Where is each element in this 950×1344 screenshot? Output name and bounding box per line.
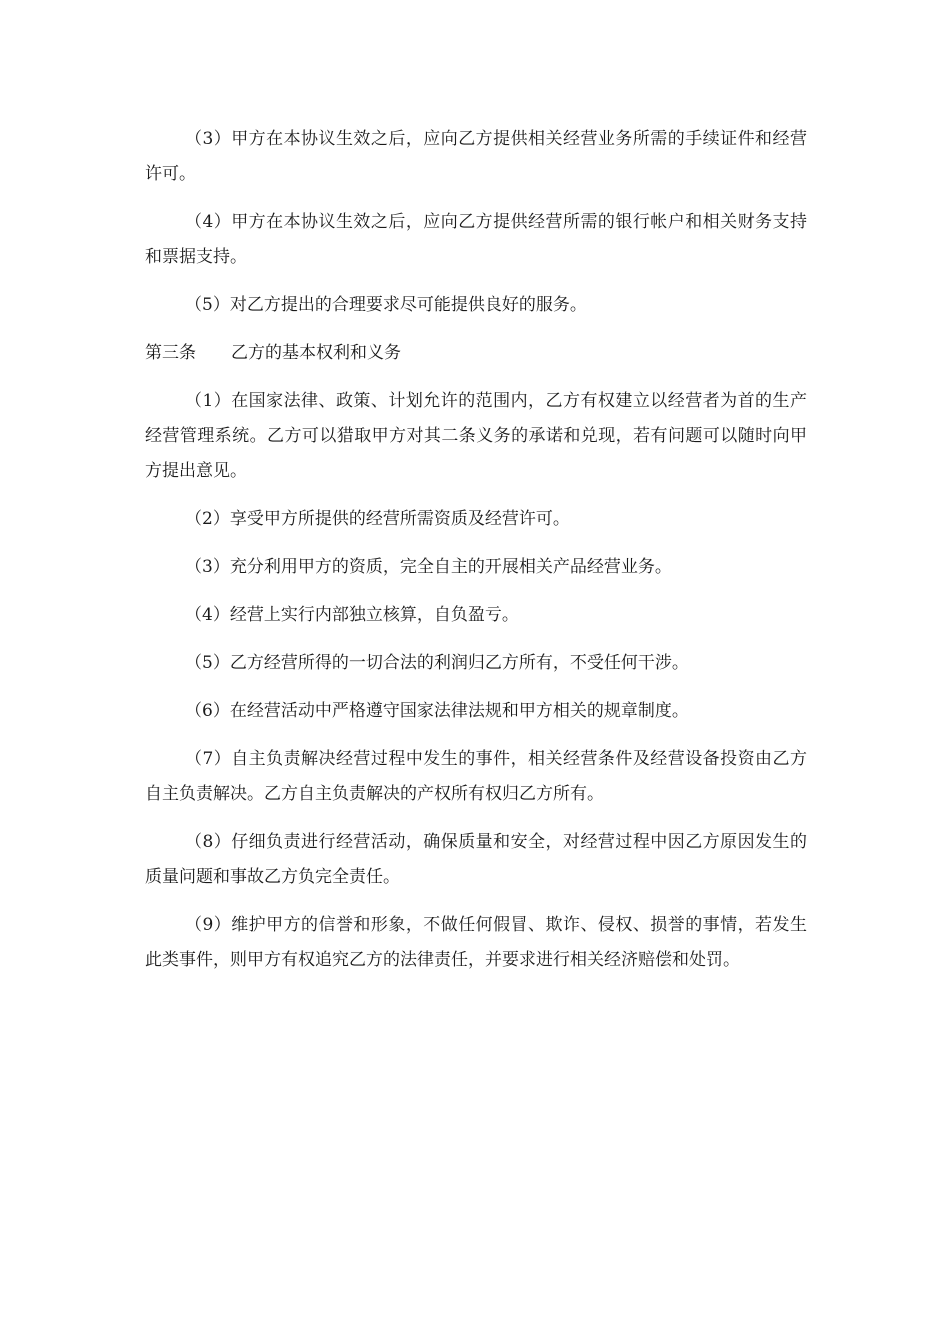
section-number: 第三条	[145, 343, 196, 363]
clause-paragraph: （3）充分利用甲方的资质，完全自主的开展相关产品经营业务。	[185, 557, 672, 577]
section-title: 乙方的基本权利和义务	[231, 343, 401, 363]
section-heading	[145, 336, 807, 371]
clause-paragraph: （3）甲方在本协议生效之后，应向乙方提供相关经营业务所需的手续证件和经营许可。	[145, 129, 807, 184]
clause-paragraph: （4）经营上实行内部独立核算，自负盈亏。	[185, 605, 519, 625]
clause-paragraph: （8）仔细负责进行经营活动，确保质量和安全，对经营过程中因乙方原因发生的质量问题和事故乙方负完全责任。	[145, 832, 807, 887]
clause-paragraph: （2）享受甲方所提供的经营所需资质及经营许可。	[185, 509, 570, 529]
clause-paragraph: （5）乙方经营所得的一切合法的利润归乙方所有，不受任何干涉。	[185, 653, 689, 673]
clause-paragraph: （7）自主负责解决经营过程中发生的事件，相关经营条件及经营设备投资由乙方自主负责解决。乙方自主负责解决的产权所有权归乙方所有。	[145, 749, 807, 804]
clause-paragraph: （6）在经营活动中严格遵守国家法律法规和甲方相关的规章制度。	[185, 701, 689, 721]
clause-paragraph: （9）维护甲方的信誉和形象，不做任何假冒、欺诈、侵权、损誉的事情，若发生此类事件，则甲方有权追究乙方的法律责任，并要求进行相关经济赔偿和处罚。	[145, 915, 807, 970]
clause-paragraph: （4）甲方在本协议生效之后，应向乙方提供经营所需的银行帐户和相关财务支持和票据支持。	[145, 212, 807, 267]
document-body	[145, 122, 807, 991]
clause-paragraph: （1）在国家法律、政策、计划允许的范围内，乙方有权建立以经营者为首的生产经营管理系统。乙方可以猎取甲方对其二条义务的承诺和兑现，若有问题可以随时向甲方提出意见。	[145, 391, 807, 481]
clause-paragraph: （5）对乙方提出的合理要求尽可能提供良好的服务。	[185, 295, 587, 315]
